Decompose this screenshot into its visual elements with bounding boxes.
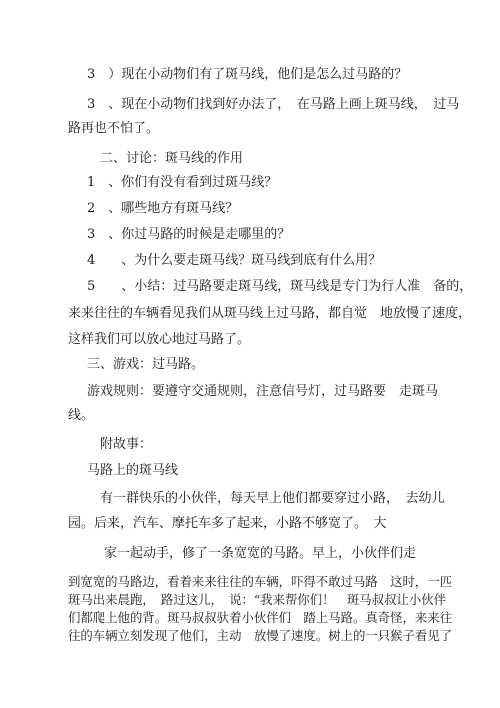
story-paragraph-line-1: 有一群快乐的小伙伴，每天早上他们都要穿过小路， 去幼儿 — [100, 491, 445, 506]
story-paragraph-line-2: 园。后来，汽车、摩托车多了起来，小路不够宽了。 大 — [68, 516, 387, 531]
story-paragraph-line-5: 斑马出来晨跑， 路过这儿， 说：“我来帮你们！ 斑马叔叔让小伙伴 — [68, 592, 447, 607]
game-rules-line: 游戏规则：要遵守交通规则，注意信号灯，过马路要 走斑马 — [87, 384, 439, 399]
answer-3-continuation: 路再也不怕了。 — [68, 121, 160, 136]
discussion-item-5-cont-2: 这样我们可以放心地过马路了。 — [68, 332, 251, 347]
discussion-item-1: 1 、你们有没有看到过斑马线？ — [87, 175, 278, 190]
story-paragraph-line-3: 家一起动手，修了一条宽宽的马路。早上，小伙伴们走 — [104, 546, 417, 561]
story-paragraph-line-6: 们都爬上他的背。斑马叔叔驮着小伙伴们 踏上马路。真奇怪，来来往 — [68, 610, 453, 625]
discussion-item-3: 3 、你过马路的时候是走哪里的？ — [87, 227, 291, 242]
question-3-line: 3 ）现在小动物们有了斑马线，他们是怎么过马路的？ — [87, 67, 408, 82]
story-paragraph-line-7: 往的车辆立刻发现了他们，主动 放慢了速度。树上的一只猴子看见了 — [68, 628, 453, 643]
discussion-item-4: 4 、为什么要走斑马线？斑马线到底有什么用？ — [87, 253, 382, 268]
section-heading-discussion: 二、讨论：斑马线的作用 — [100, 151, 244, 166]
discussion-item-5-cont-1: 来来往往的车辆看见我们从斑马线上过马路，都自觉 地放慢了速度， — [68, 306, 472, 321]
discussion-item-5: 5 、小结：过马路要走斑马线，斑马线是专门为行人准 备的， — [87, 279, 473, 294]
answer-3-line: 3 、现在小动物们找到好办法了， 在马路上画上斑马线， 过马 — [87, 97, 460, 112]
section-heading-game: 三、游戏：过马路。 — [87, 357, 205, 372]
story-paragraph-line-4: 到宽宽的马路边，看着来来往往的车辆，吓得不敢过马路 这时，一匹 — [68, 574, 453, 589]
attached-story-label: 附故事： — [100, 437, 153, 452]
story-title: 马路上的斑马线 — [87, 463, 179, 478]
discussion-item-2: 2 、哪些地方有斑马线？ — [87, 201, 239, 216]
game-rules-continuation: 线。 — [68, 408, 95, 423]
